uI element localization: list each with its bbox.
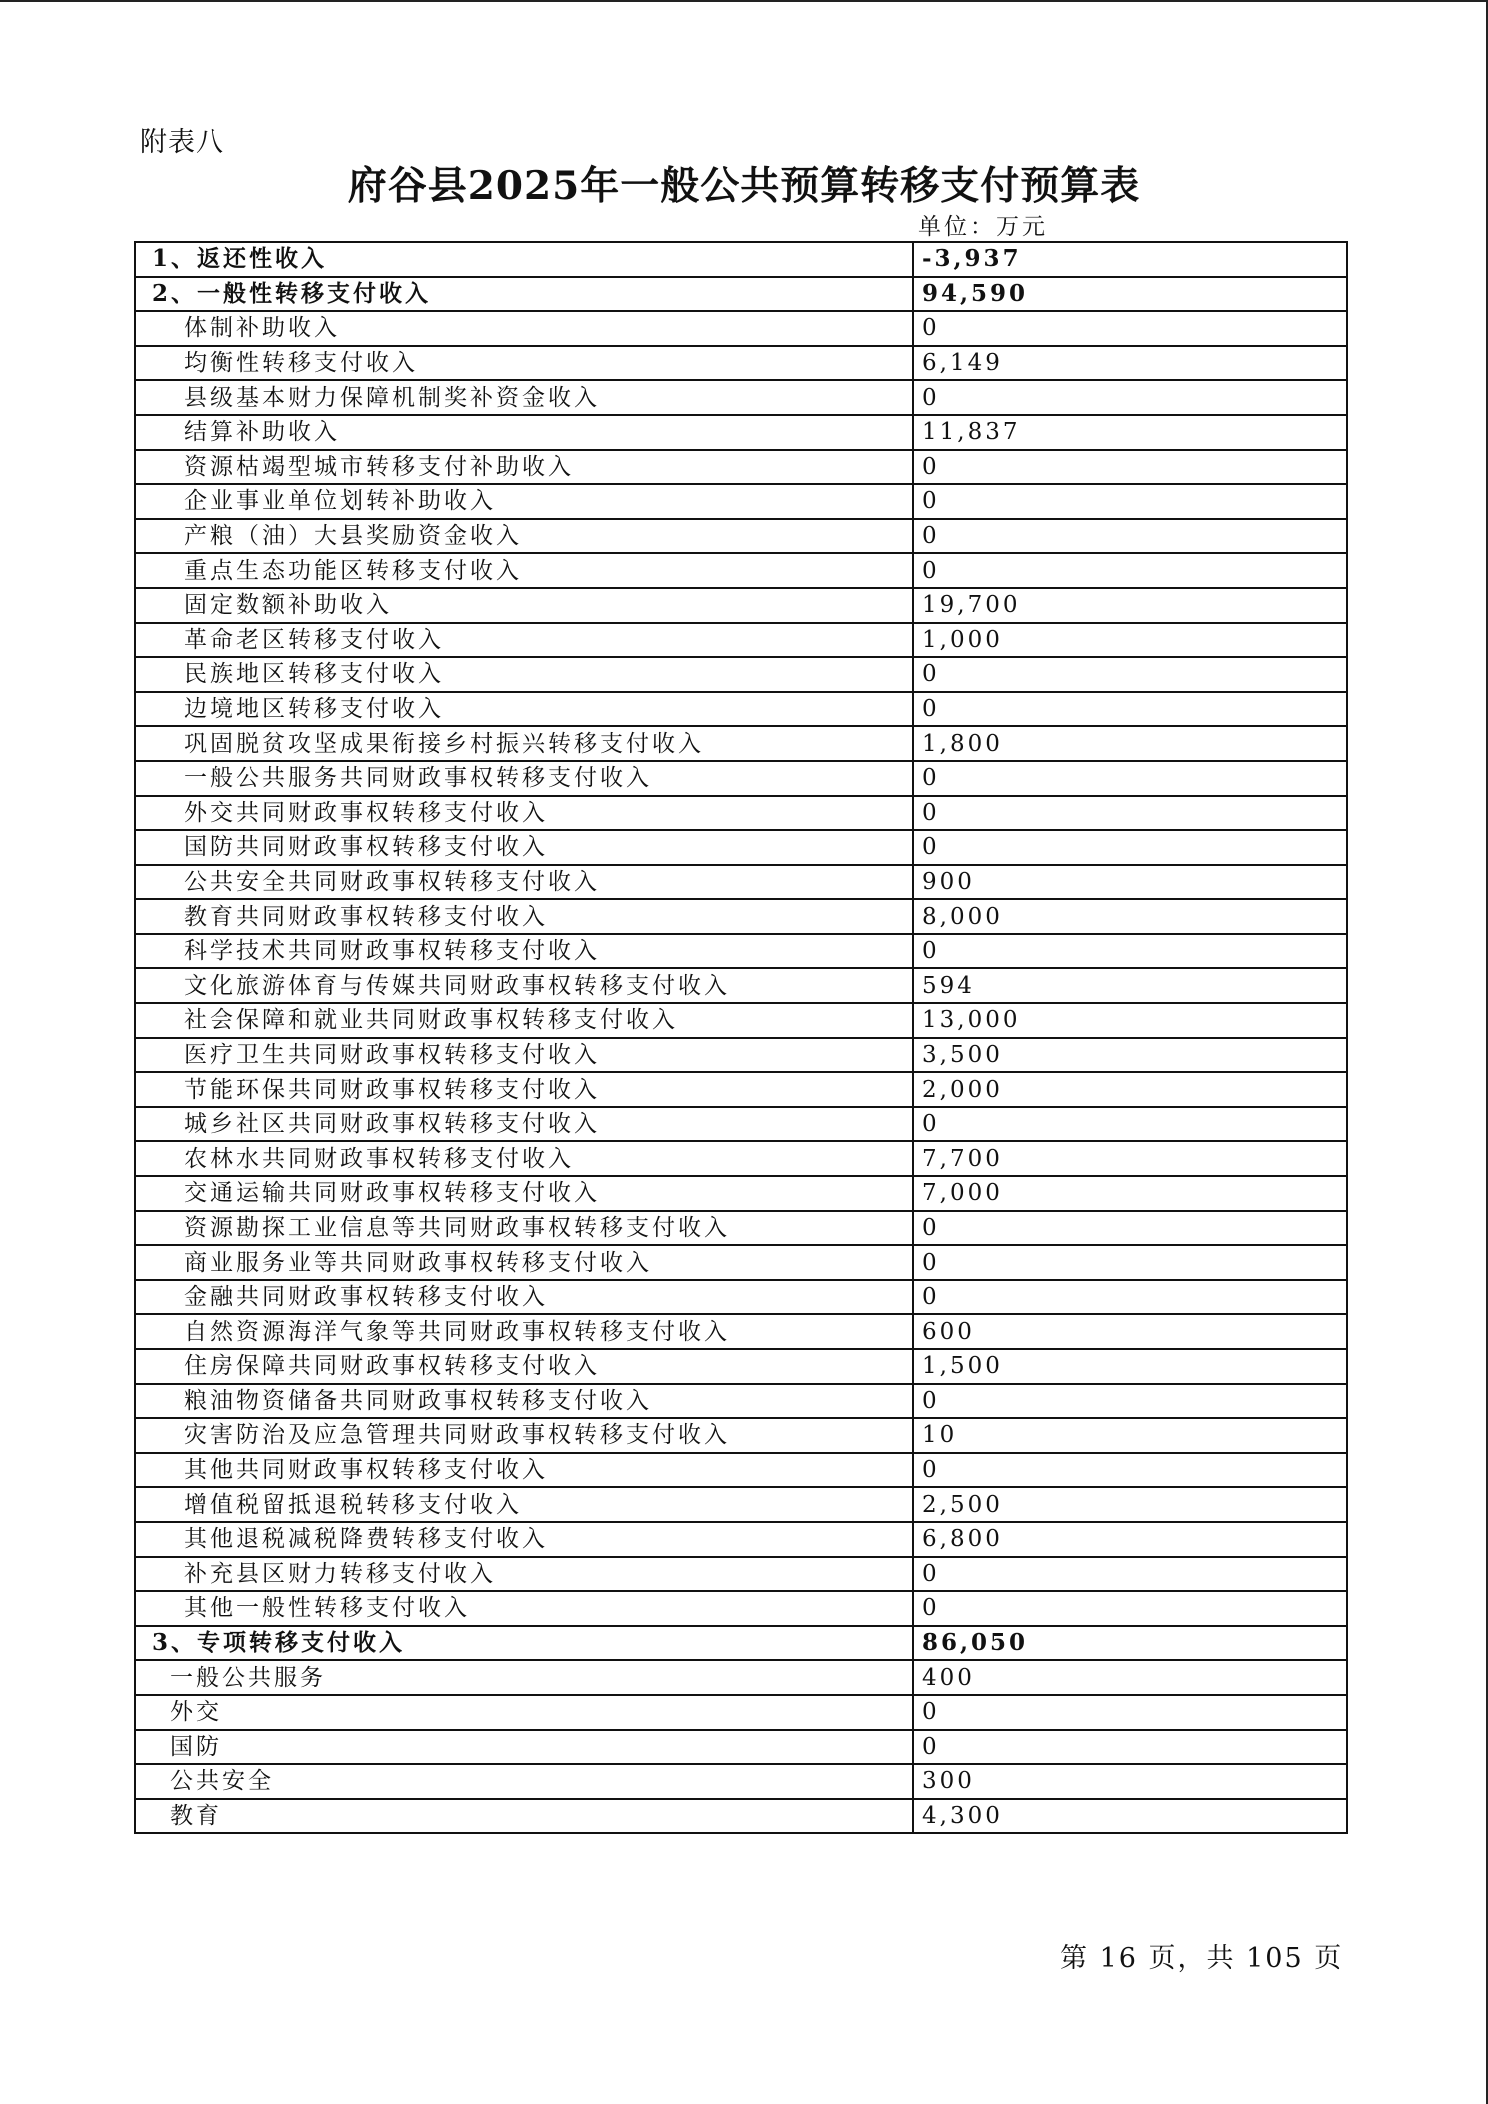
row-item-value: 1,800 [913,726,1347,761]
row-item-name: 资源勘探工业信息等共同财政事权转移支付收入 [135,1211,913,1246]
row-item-value: 6,149 [913,346,1347,381]
row-item-name: 金融共同财政事权转移支付收入 [135,1280,913,1315]
table-row [135,1626,1347,1661]
table-row [135,1072,1347,1107]
table-row [135,1557,1347,1592]
table-row [135,1591,1347,1626]
row-item-name: 交通运输共同财政事权转移支付收入 [135,1176,913,1211]
table-row [135,380,1347,415]
row-item-name: 巩固脱贫攻坚成果衔接乡村振兴转移支付收入 [135,726,913,761]
row-item-value: 0 [913,1211,1347,1246]
row-item-name: 3、专项转移支付收入 [135,1626,913,1661]
table-row [135,277,1347,312]
table-row [135,311,1347,346]
table-row [135,242,1347,277]
page-number: 第 16 页，共 105 页 [1060,1943,1344,1974]
table-row [135,1038,1347,1073]
row-item-value: 1,500 [913,1349,1347,1384]
row-item-value: 0 [913,761,1347,796]
row-item-value: 0 [913,1280,1347,1315]
table-row [135,1176,1347,1211]
table-row [135,1349,1347,1384]
table-row [135,346,1347,381]
row-item-value: 2,000 [913,1072,1347,1107]
page-title: 府谷县2025年一般公共预算转移支付预算表 [347,163,1141,209]
row-item-name: 灾害防治及应急管理共同财政事权转移支付收入 [135,1418,913,1453]
row-item-value: 0 [913,830,1347,865]
row-item-name: 公共安全 [135,1764,913,1799]
unit-label: 单位：万元 [918,214,1048,240]
row-item-value: 0 [913,1245,1347,1280]
table-row [135,1799,1347,1834]
row-item-name: 其他共同财政事权转移支付收入 [135,1453,913,1488]
row-item-name: 体制补助收入 [135,311,913,346]
row-item-name: 科学技术共同财政事权转移支付收入 [135,934,913,969]
table-row [135,1487,1347,1522]
budget-table-body [135,242,1347,1833]
table-row [135,623,1347,658]
row-item-value: 6,800 [913,1522,1347,1557]
row-item-value: 0 [913,934,1347,969]
row-item-name: 企业事业单位划转补助收入 [135,484,913,519]
table-row [135,796,1347,831]
row-item-name: 节能环保共同财政事权转移支付收入 [135,1072,913,1107]
appendix-label: 附表八 [140,127,224,158]
row-item-value: 0 [913,380,1347,415]
table-row [135,899,1347,934]
table-row [135,1695,1347,1730]
table-row [135,968,1347,1003]
row-item-name: 产粮（油）大县奖励资金收入 [135,519,913,554]
row-item-value: 0 [913,1107,1347,1142]
row-item-name: 外交共同财政事权转移支付收入 [135,796,913,831]
row-item-value: 0 [913,1730,1347,1765]
table-row [135,1280,1347,1315]
row-item-value: 0 [913,1695,1347,1730]
table-row [135,553,1347,588]
row-item-value: 0 [913,311,1347,346]
row-item-value: 7,700 [913,1141,1347,1176]
row-item-name: 外交 [135,1695,913,1730]
row-item-name: 国防 [135,1730,913,1765]
row-item-name: 2、一般性转移支付收入 [135,277,913,312]
row-item-value: 600 [913,1314,1347,1349]
table-row [135,1522,1347,1557]
row-item-name: 均衡性转移支付收入 [135,346,913,381]
row-item-value: 94,590 [913,277,1347,312]
table-row [135,1314,1347,1349]
row-item-value: 3,500 [913,1038,1347,1073]
table-row [135,657,1347,692]
table-row [135,519,1347,554]
row-item-name: 补充县区财力转移支付收入 [135,1557,913,1592]
table-row [135,761,1347,796]
row-item-value: 0 [913,692,1347,727]
table-row [135,415,1347,450]
row-item-name: 医疗卫生共同财政事权转移支付收入 [135,1038,913,1073]
row-item-value: 0 [913,553,1347,588]
row-item-value: 0 [913,1591,1347,1626]
row-item-value: 0 [913,1453,1347,1488]
table-row [135,1141,1347,1176]
row-item-value: 13,000 [913,1003,1347,1038]
row-item-value: 0 [913,519,1347,554]
row-item-value: 7,000 [913,1176,1347,1211]
row-item-value: 2,500 [913,1487,1347,1522]
row-item-name: 文化旅游体育与传媒共同财政事权转移支付收入 [135,968,913,1003]
row-item-value: 1,000 [913,623,1347,658]
row-item-value: 900 [913,865,1347,900]
table-row [135,865,1347,900]
row-item-name: 粮油物资储备共同财政事权转移支付收入 [135,1384,913,1419]
row-item-name: 增值税留抵退税转移支付收入 [135,1487,913,1522]
row-item-value: 300 [913,1764,1347,1799]
row-item-name: 住房保障共同财政事权转移支付收入 [135,1349,913,1384]
row-item-value: -3,937 [913,242,1347,277]
table-row [135,830,1347,865]
row-item-name: 边境地区转移支付收入 [135,692,913,727]
row-item-value: 4,300 [913,1799,1347,1834]
row-item-name: 教育共同财政事权转移支付收入 [135,899,913,934]
row-item-name: 革命老区转移支付收入 [135,623,913,658]
row-item-value: 594 [913,968,1347,1003]
table-row [135,1418,1347,1453]
row-item-name: 农林水共同财政事权转移支付收入 [135,1141,913,1176]
table-row [135,1003,1347,1038]
budget-table [134,241,1348,1834]
table-row [135,1453,1347,1488]
row-item-value: 8,000 [913,899,1347,934]
row-item-name: 民族地区转移支付收入 [135,657,913,692]
row-item-name: 县级基本财力保障机制奖补资金收入 [135,380,913,415]
table-row [135,450,1347,485]
row-item-value: 11,837 [913,415,1347,450]
row-item-name: 资源枯竭型城市转移支付补助收入 [135,450,913,485]
row-item-name: 固定数额补助收入 [135,588,913,623]
table-row [135,1211,1347,1246]
row-item-value: 0 [913,484,1347,519]
row-item-name: 社会保障和就业共同财政事权转移支付收入 [135,1003,913,1038]
table-row [135,484,1347,519]
table-row [135,1660,1347,1695]
row-item-value: 19,700 [913,588,1347,623]
row-item-value: 0 [913,796,1347,831]
row-item-value: 0 [913,657,1347,692]
row-item-name: 结算补助收入 [135,415,913,450]
row-item-name: 重点生态功能区转移支付收入 [135,553,913,588]
row-item-name: 城乡社区共同财政事权转移支付收入 [135,1107,913,1142]
row-item-value: 0 [913,1384,1347,1419]
row-item-value: 86,050 [913,1626,1347,1661]
row-item-name: 教育 [135,1799,913,1834]
table-row [135,934,1347,969]
table-row [135,1764,1347,1799]
page-top-border [0,0,1488,2]
row-item-name: 自然资源海洋气象等共同财政事权转移支付收入 [135,1314,913,1349]
table-row [135,1730,1347,1765]
table-row [135,726,1347,761]
table-row [135,692,1347,727]
row-item-name: 商业服务业等共同财政事权转移支付收入 [135,1245,913,1280]
table-row [135,588,1347,623]
table-row [135,1384,1347,1419]
row-item-value: 10 [913,1418,1347,1453]
table-row [135,1245,1347,1280]
row-item-name: 一般公共服务 [135,1660,913,1695]
row-item-name: 国防共同财政事权转移支付收入 [135,830,913,865]
row-item-name: 1、返还性收入 [135,242,913,277]
table-row [135,1107,1347,1142]
row-item-value: 400 [913,1660,1347,1695]
row-item-name: 其他退税减税降费转移支付收入 [135,1522,913,1557]
row-item-value: 0 [913,450,1347,485]
row-item-value: 0 [913,1557,1347,1592]
row-item-name: 其他一般性转移支付收入 [135,1591,913,1626]
row-item-name: 一般公共服务共同财政事权转移支付收入 [135,761,913,796]
row-item-name: 公共安全共同财政事权转移支付收入 [135,865,913,900]
